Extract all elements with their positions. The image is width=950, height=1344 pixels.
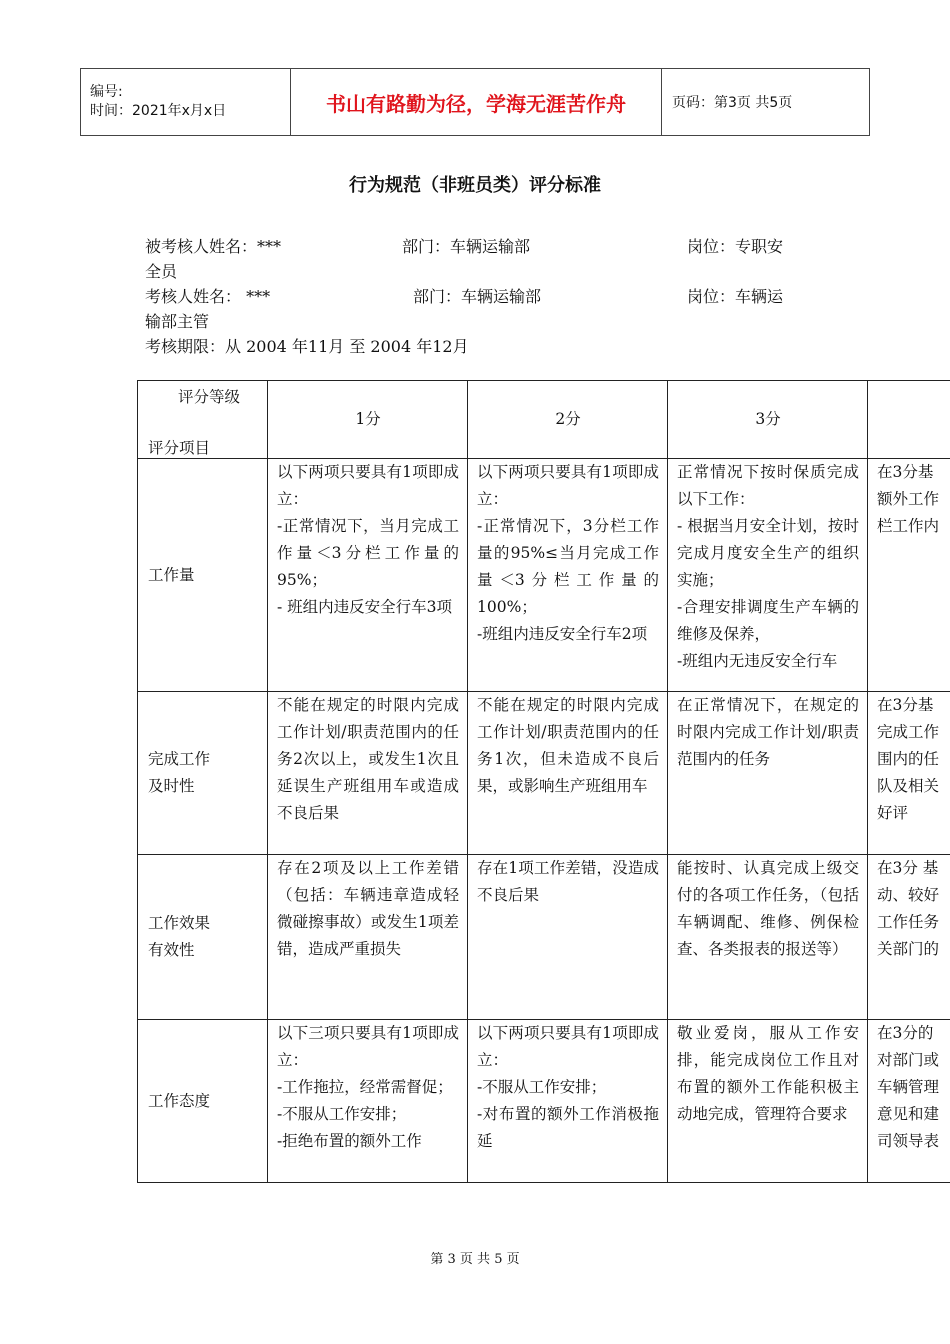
- document-number-label: 编号:: [90, 84, 123, 100]
- examinee-name: 被考核人姓名：***: [145, 237, 282, 256]
- examiner-post: 岗位：车辆运: [687, 287, 784, 306]
- row-item-label: 工作态度: [138, 1020, 268, 1183]
- page-title: 行为规范（非班员类）评分标准: [349, 175, 601, 196]
- page-footer: 第 3 页 共 5 页: [430, 1252, 520, 1267]
- header-motto: 书山有路勤为径，学海无涯苦作舟: [291, 69, 662, 136]
- score-header-2: 2分: [468, 381, 668, 459]
- row-cell-score-2: 不能在规定的时限内完成工作计划/职责范围内的任务1次，但未造成不良后果，或影响生产班组用车: [468, 692, 668, 855]
- row-item-label: 完成工作 及时性: [138, 692, 268, 855]
- row-cell-score-2: 以下两项只要具有1项即成立： -正常情况下，3分栏工作量的95%≤当月完成工作量＜3分栏工作量的100%； -班组内违反安全行车2项: [468, 459, 668, 692]
- corner-score-level: 评分等级: [178, 388, 241, 406]
- row-cell-score-3: 能按时、认真完成上级交付的各项工作任务，（包括车辆调配、维修、例保检查、各类报表的报送等）: [668, 855, 868, 1020]
- row-cell-score-2: 以下两项只要具有1项即成立： -不服从工作安排； -对布置的额外工作消极拖延: [468, 1020, 668, 1183]
- row-item-label: 工作效果 有效性: [138, 855, 268, 1020]
- table-row: [138, 459, 950, 692]
- row-cell-score-3: 在正常情况下，在规定的时限内完成工作计划/职责范围内的任务: [668, 692, 868, 855]
- header-left-cell: [81, 69, 291, 136]
- examiner-dept: 部门：车辆运输部: [413, 287, 542, 306]
- row-cell-score-1: 存在2项及以上工作差错（包括：车辆违章造成轻微碰擦事故）或发生1项差错，造成严重损失: [268, 855, 468, 1020]
- row-cell-score-1: 不能在规定的时限内完成工作计划/职责范围内的任务2次以上，或发生1次且延误生产班组用车或造成不良后果: [268, 692, 468, 855]
- table-corner-cell: [138, 381, 268, 459]
- row-cell-score-1: 以下两项只要具有1项即成立： -正常情况下，当月完成工作量＜3分栏工作量的95%； - 班组内违反安全行车3项: [268, 459, 468, 692]
- row-cell-score-2: 存在1项工作差错，没造成不良后果: [468, 855, 668, 1020]
- row-cell-score-4: 在3分的 对部门或 车辆管理 意见和建 司领导表: [868, 1020, 950, 1183]
- table-header-row: [138, 381, 950, 459]
- examiner-post-cont: 输部主管: [145, 312, 210, 331]
- examinee-post-cont: 全员: [145, 262, 178, 281]
- row-cell-score-1: 以下三项只要具有1项即成立： -工作拖拉，经常需督促； -不服从工作安排； -拒绝布置的额外工作: [268, 1020, 468, 1183]
- row-cell-score-3: 正常情况下按时保质完成以下工作： - 根据当月安全计划，按时完成月度安全生产的组织实施； -合理安排调度生产车辆的维修及保养， -班组内无违反安全行车: [668, 459, 868, 692]
- score-header-4: [868, 381, 950, 459]
- examiner-name: 考核人姓名： ***: [145, 287, 271, 306]
- row-cell-score-4: 在3分 基 动、较好 工作任务 关部门的: [868, 855, 950, 1020]
- row-cell-score-4: 在3分基 完成工作 围内的任 队及相关 好评: [868, 692, 950, 855]
- scoring-table: [137, 380, 950, 1183]
- header-page-info: 页码：第3页 共5页: [662, 69, 870, 136]
- table-row: [138, 855, 950, 1020]
- assessment-period: 考核期限：从 2004 年11月 至 2004 年12月: [145, 337, 469, 356]
- row-cell-score-4: 在3分基 额外工作 栏工作内: [868, 459, 950, 692]
- table-row: [138, 692, 950, 855]
- examinee-dept: 部门：车辆运输部: [402, 237, 531, 256]
- score-header-3: 3分: [668, 381, 868, 459]
- document-date: 时间：2021年x月x日: [90, 103, 227, 119]
- document-header: [80, 68, 870, 136]
- row-item-label: 工作量: [138, 459, 268, 692]
- score-header-1: 1分: [268, 381, 468, 459]
- table-row: [138, 1020, 950, 1183]
- row-cell-score-3: 敬业爱岗，服从工作安排，能完成岗位工作且对布置的额外工作能积极主动地完成，管理符合要求: [668, 1020, 868, 1183]
- corner-score-item: 评分项目: [148, 439, 211, 457]
- examinee-post: 岗位：专职安: [687, 237, 784, 256]
